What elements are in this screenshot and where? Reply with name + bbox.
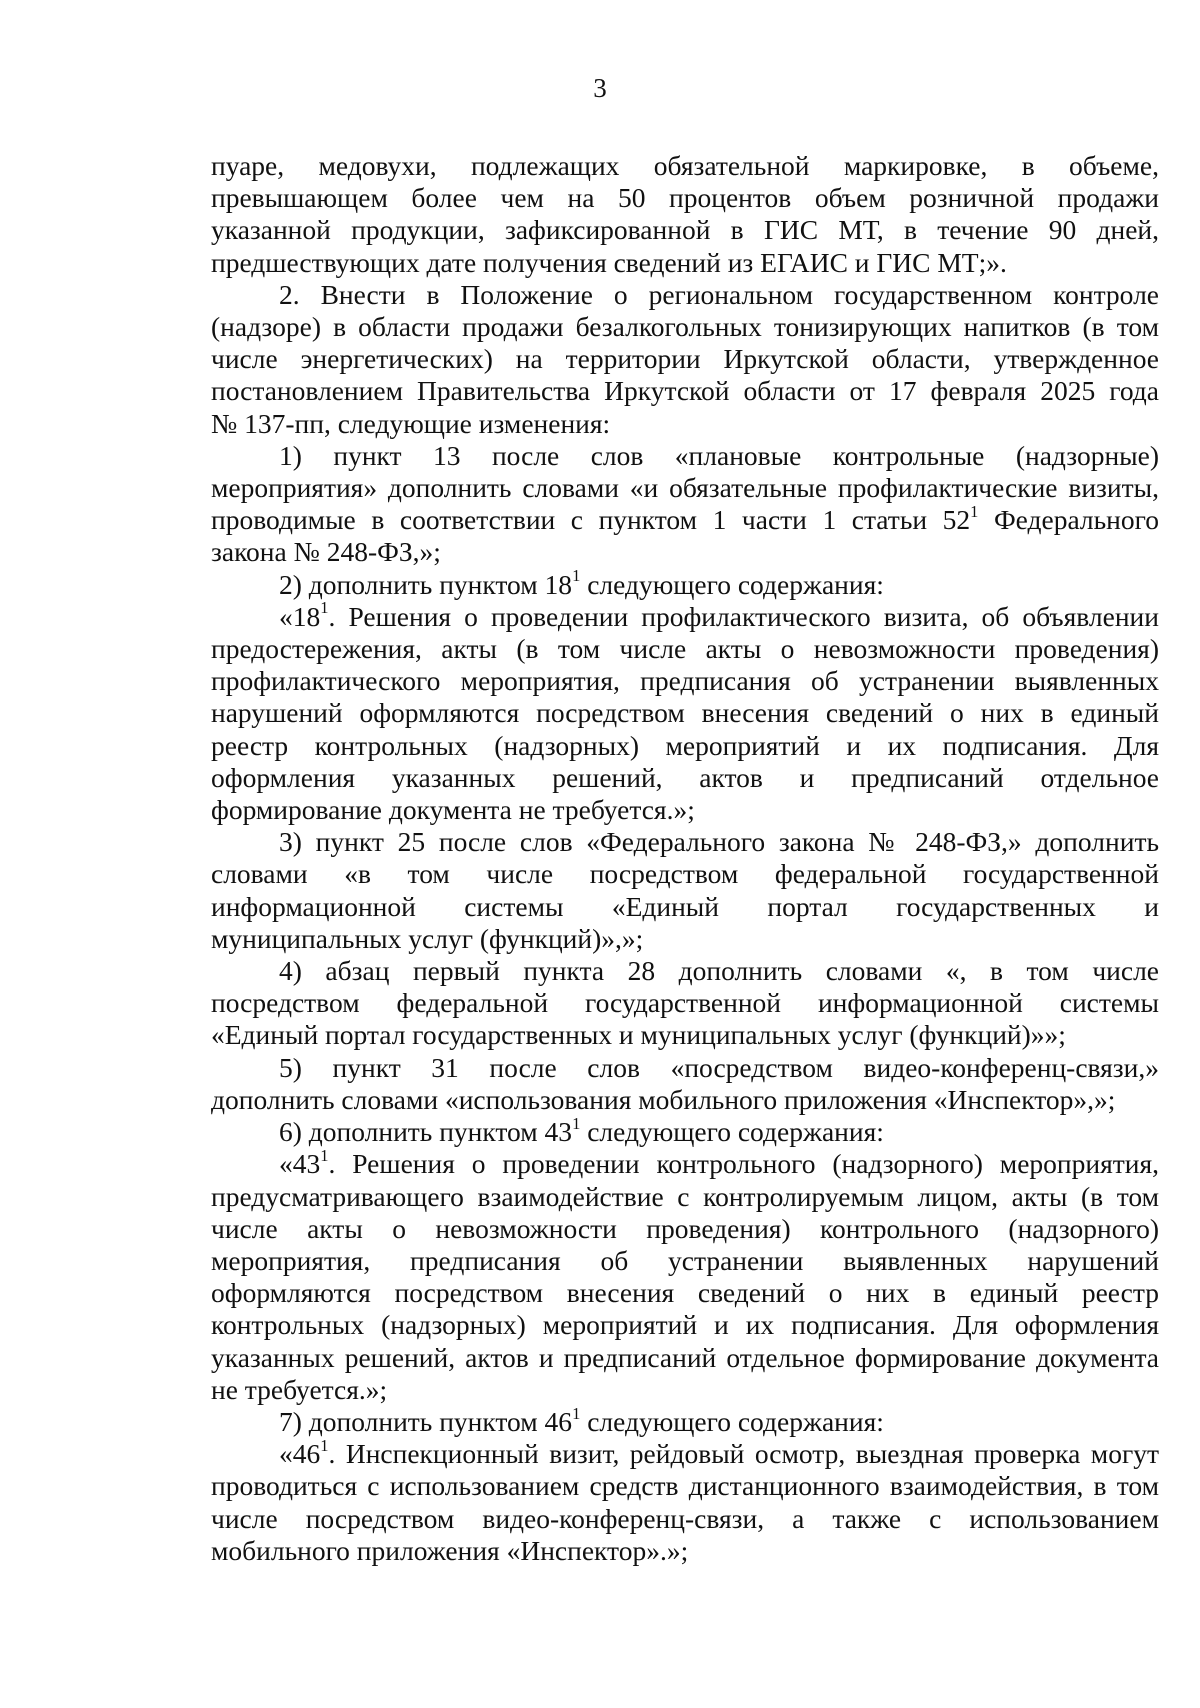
paragraph-line: посредством федеральной государственной информационной системы	[211, 987, 1159, 1019]
paragraph-line: реестр контрольных (надзорных) мероприятий и их подписания. Для	[211, 729, 1159, 761]
paragraph-last-line: дополнить словами «использования мобильного приложения «Инспектор»,»;	[211, 1083, 1116, 1115]
paragraph-line: профилактического мероприятия, предписания об устранении выявленных	[211, 665, 1159, 697]
paragraph-line: предусматривающего взаимодействие с контролируемым лицом, акты (в том	[211, 1180, 1159, 1212]
paragraph-line: числе посредством видео-конференц-связи, а также с использованием	[211, 1502, 1159, 1534]
paragraph	[211, 440, 1159, 569]
paragraph-line: числе акты о невозможности проведения) контрольного (надзорного)	[211, 1212, 1159, 1244]
paragraph	[211, 279, 1159, 440]
paragraph-last-line: предшествующих дате получения сведений из ЕГАИС и ГИС МТ;».	[211, 246, 1007, 278]
paragraph-line: мероприятия, предписания об устранении выявленных нарушений	[211, 1244, 1159, 1276]
document-body	[211, 150, 1159, 1567]
paragraph-line: оформляются посредством внесения сведений о них в единый реестр	[211, 1277, 1159, 1309]
paragraph	[211, 1113, 1159, 1148]
paragraph-line: проводимые в соответствии с пунктом 1 части 1 статьи $52^1$ Федерального	[211, 501, 1159, 536]
paragraph	[211, 150, 1159, 279]
paragraph-line: информационной системы «Единый портал государственных и	[211, 890, 1159, 922]
paragraph-line: контрольных (надзорных) мероприятий и их подписания. Для оформления	[211, 1309, 1159, 1341]
paragraph-line: 3) пункт 25 после слов «Федерального закона № 248-ФЗ,» дополнить	[279, 826, 1159, 858]
paragraph-line: превышающем более чем на 50 процентов объем розничной продажи	[211, 182, 1159, 214]
paragraph	[211, 826, 1159, 955]
paragraph-last-line: муниципальных услуг (функций)»,»;	[211, 922, 644, 954]
paragraph-line: «$46^1$. Инспекционный визит, рейдовый осмотр, выездная проверка могут	[279, 1435, 1159, 1470]
paragraph	[211, 566, 1159, 601]
paragraph-line: 4) абзац первый пункта 28 дополнить словами «, в том числе	[279, 955, 1159, 987]
paragraph	[211, 1403, 1159, 1438]
paragraph-line: указанной продукции, зафиксированной в ГИС МТ, в течение 90 дней,	[211, 214, 1159, 246]
paragraph-line: 1) пункт 13 после слов «плановые контрольные (надзорные)	[279, 439, 1159, 471]
paragraph	[211, 598, 1159, 826]
paragraph-last-line: № 137-пп, следующие изменения:	[211, 407, 611, 439]
paragraph	[211, 1145, 1159, 1406]
paragraph-line: (надзоре) в области продажи безалкогольных тонизирующих напитков (в том	[211, 311, 1159, 343]
paragraph	[211, 1435, 1159, 1567]
paragraph-line: мероприятия» дополнить словами «и обязательные профилактические визиты,	[211, 472, 1159, 504]
paragraph-last-line: не требуется.»;	[211, 1373, 388, 1405]
paragraph-line: предостережения, акты (в том числе акты о невозможности проведения)	[211, 633, 1159, 665]
paragraph-last-line: 7) дополнить пунктом $46^1$ следующего содержания:	[279, 1403, 884, 1437]
paragraph-last-line: 6) дополнить пунктом $43^1$ следующего содержания:	[279, 1113, 884, 1148]
paragraph-last-line: закона № 248-ФЗ,»;	[211, 536, 441, 568]
paragraph-line: пуаре, медовухи, подлежащих обязательной маркировке, в объеме,	[211, 150, 1159, 181]
paragraph-line: 5) пункт 31 после слов «посредством видео-конференц-связи,»	[279, 1051, 1159, 1083]
paragraph-last-line: мобильного приложения «Инспектор».»;	[211, 1534, 689, 1566]
paragraph-line: указанных решений, актов и предписаний отдельное формирование документа	[211, 1341, 1159, 1373]
paragraph-line: постановлением Правительства Иркутской области от 17 февраля 2025 года	[211, 375, 1159, 407]
paragraph-line: нарушений оформляются посредством внесения сведений о них в единый	[211, 697, 1159, 729]
paragraph-line: проводиться с использованием средств дистанционного взаимодействия, в том	[211, 1470, 1159, 1502]
paragraph-line: оформления указанных решений, актов и предписаний отдельное	[211, 761, 1159, 793]
paragraph	[211, 1052, 1159, 1116]
paragraph	[211, 955, 1159, 1052]
paragraph-line: «$18^1$. Решения о проведении профилактического визита, об объявлении	[279, 598, 1159, 632]
paragraph-line: 2. Внести в Положение о региональном государственном контроле	[279, 278, 1159, 310]
paragraph-line: «$43^1$. Решения о проведении контрольного (надзорного) мероприятия,	[279, 1145, 1159, 1180]
page-number: 3	[593, 73, 607, 103]
paragraph-line: словами «в том числе посредством федеральной государственной	[211, 858, 1159, 890]
paragraph-last-line: 2) дополнить пунктом $18^1$ следующего содержания:	[279, 566, 884, 600]
paragraph-last-line: «Единый портал государственных и муниципальных услуг (функций)»»;	[211, 1019, 1066, 1051]
paragraph-line: числе энергетических) на территории Иркутской области, утвержденное	[211, 343, 1159, 375]
paragraph-last-line: формирование документа не требуется.»;	[211, 794, 695, 826]
